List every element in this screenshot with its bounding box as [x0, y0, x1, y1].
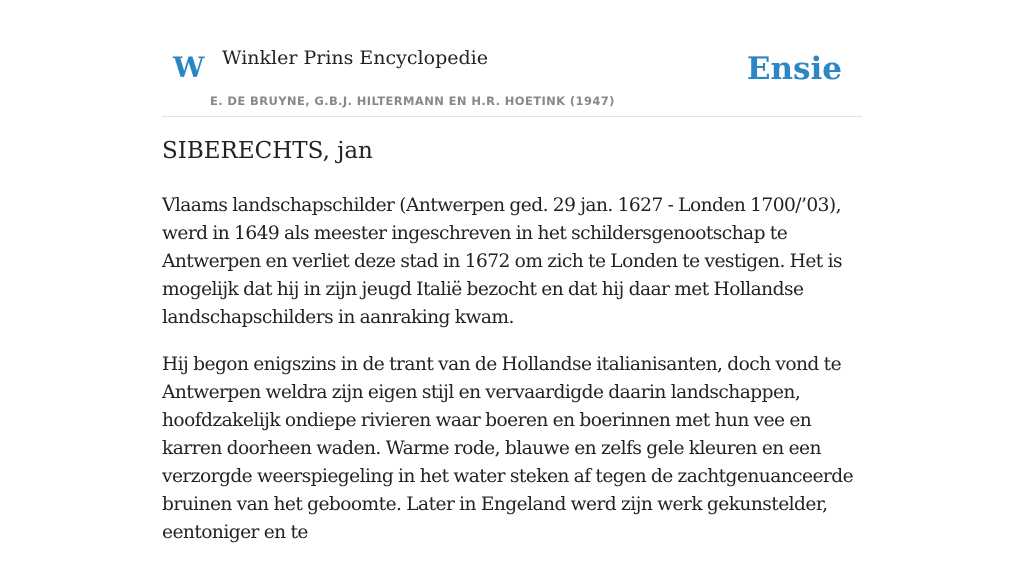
article-title: SIBERECHTS, jan	[162, 138, 373, 164]
site-header	[162, 40, 862, 117]
ensie-logo[interactable]: Ensie	[746, 51, 842, 87]
article-paragraph: Hij begon enigszins in de trant van de Hollandse italianisanten, doch vond te Antwerpen weldra zijn eigen stijl en vervaardigde daarin landschappen, hoofdzakelijk ondiepe rivieren waar boeren en boerinnen met hun vee en karren doorheen waden. Warme rode, blauwe en zelfs gele kleuren en een verzorgde weerspiegeling in het water steken af tegen de zachtgenuanceerde bruinen van het geboomte. Later in Engeland werd zijn werk gekunstelder, eentoniger en te	[162, 354, 854, 543]
publication-authors: E. DE BRUYNE, G.B.J. HILTERMANN EN H.R. HOETINK (1947)	[210, 94, 615, 108]
article-paragraph: Vlaams landschapschilder (Antwerpen ged. 29 jan. 1627 - Londen 1700/’03), werd in 1649 als meester ingeschreven in het schildersgenootschap te Antwerpen en verliet deze stad in 1672 om zich te Londen te vestigen. Het is mogelijk dat hij in zijn jeugd Italië bezocht en dat hij daar met Hollandse landschapschilders in aanraking kwam.	[162, 195, 842, 328]
publication-title[interactable]: Winkler Prins Encyclopedie	[222, 47, 488, 69]
publication-logo[interactable]: W	[173, 51, 205, 84]
article-body	[162, 192, 868, 566]
